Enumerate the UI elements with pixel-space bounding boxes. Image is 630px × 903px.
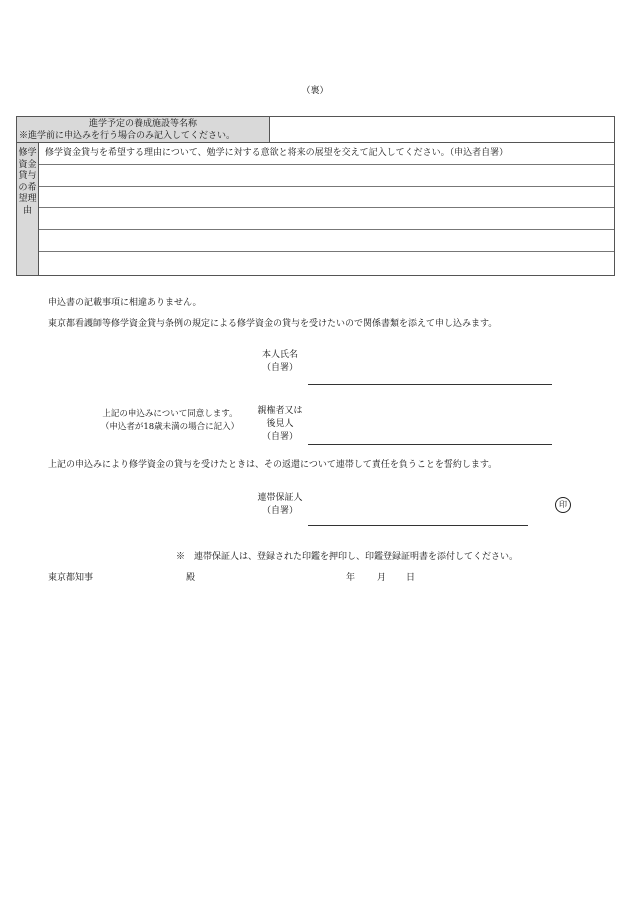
guarantor-sign-note: （自署） — [261, 506, 298, 516]
seal-icon: 印 — [555, 497, 571, 513]
guardian-consent-note: （申込者が18歳未満の場合に記入） — [100, 422, 240, 432]
facility-table — [16, 116, 615, 143]
reason-prompt-row — [39, 143, 614, 165]
reason-side-header — [17, 143, 39, 275]
reason-line-1[interactable] — [39, 165, 614, 187]
guardian-sign-note: （自署） — [261, 432, 298, 442]
facility-note: ※進学前に申込みを行う場合のみ記入してください。 — [19, 131, 236, 141]
reason-line-4[interactable] — [39, 230, 614, 252]
guardian-label-2: 後見人 — [266, 419, 294, 429]
guardian-label: 親権者又は — [257, 406, 303, 416]
guarantor-signature-line[interactable] — [308, 525, 528, 526]
applicant-name-label: 本人氏名 — [261, 350, 298, 360]
seal-note: ※ 連帯保証人は、登録された印鑑を押印し、印鑑登録証明書を添付してください。 — [176, 552, 519, 562]
declaration-line-1: 申込書の記載事項に相違ありません。 — [48, 298, 202, 308]
declaration-line-2: 東京都看護師等修学資金貸与条例の規定による修学資金の貸与を受けたいので関係書類を添えて申し込みます。 — [48, 319, 498, 329]
facility-label: 進学予定の養成施設等名称 — [88, 119, 197, 129]
reason-table — [16, 143, 615, 276]
year-label: 年 — [346, 573, 356, 583]
day-label: 日 — [406, 573, 416, 583]
facility-label-cell — [17, 117, 270, 142]
page-side-label: （裏） — [301, 86, 329, 96]
applicant-signature-line[interactable] — [308, 384, 552, 385]
guarantor-label: 連帯保証人 — [257, 493, 303, 503]
reason-rows — [39, 143, 614, 274]
guardian-consent: 上記の申込みについて同意します。 — [102, 409, 238, 419]
month-label: 月 — [377, 573, 387, 583]
reason-line-3[interactable] — [39, 208, 614, 230]
honorific: 殿 — [186, 573, 196, 583]
applicant-sign-note: （自署） — [261, 363, 298, 373]
reason-prompt: 修学資金貸与を希望する理由について、勉学に対する意欲と将来の展望を交えて記入してください。（申込者自署） — [45, 148, 509, 158]
facility-name-field[interactable] — [270, 117, 614, 142]
reason-side-label: 修学資金貸与の希望理由 — [18, 148, 37, 216]
reason-line-5[interactable] — [39, 252, 614, 274]
addressee: 東京都知事 — [48, 573, 94, 583]
guarantor-statement: 上記の申込みにより修学資金の貸与を受けたときは、その返還について連帯して責任を負うことを誓約します。 — [48, 460, 498, 470]
guardian-signature-line[interactable] — [308, 444, 552, 445]
reason-line-2[interactable] — [39, 187, 614, 209]
